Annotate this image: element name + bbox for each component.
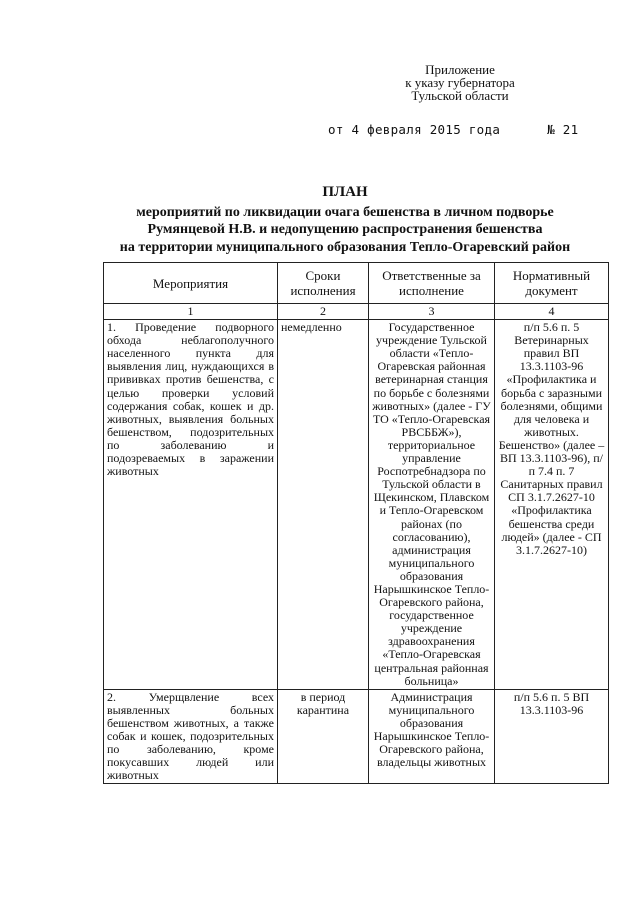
column-number: 3 <box>369 304 495 320</box>
responsible-cell: Государственное учреждение Тульской области «Тепло-Огаревская районная ветеринарная станция по борьбе с болезнями животных» (далее - ГУ ТО «Тепло-Огаревская РВСББЖ»), территориальное управление Роспотребнадзора по Тульской области в Щекинском, Плавском и Тепло-Огаревском районах (по согласованию), администрация муниципального образования Нарышкинское Тепло-Огаревского района, государственное учреждение здравоохранения «Тепло-Огаревская центральная районная больница» <box>369 320 495 690</box>
plan-heading: ПЛАН <box>322 184 368 200</box>
column-number: 2 <box>278 304 369 320</box>
title-line-3: на территории муниципального образования Тепло-Огаревский район <box>119 239 571 255</box>
column-header-document: Нормативный документ <box>495 263 609 304</box>
document-cell: п/п 5.6 п. 5 ВП 13.3.1103-96 <box>495 689 609 784</box>
table-row <box>104 320 609 690</box>
plan-table <box>103 262 609 784</box>
column-number: 1 <box>104 304 278 320</box>
appendix-block <box>385 63 535 102</box>
title-line-2: Румянцевой Н.В. и недопущению распространения бешенства <box>147 222 543 237</box>
column-number: 4 <box>495 304 609 320</box>
table-header-row <box>104 263 609 304</box>
column-number-row <box>104 304 609 320</box>
measure-cell: 2. Умерщвление всех выявленных больных бешенством животных, а также собак и кошек, подозрительных по заболеванию, кроме покусавших людей или животных <box>104 689 278 784</box>
document-cell: п/п 5.6 п. 5 Ветеринарных правил ВП 13.3.1103-96 «Профилактика и борьба с заразными болезнями, общими для человека и животных. Бешенство» (далее – ВП 13.3.1103-96), п/п 7.4 п. 7 Санитарных правил СП 3.1.7.2627-10 «Профилактика бешенства среди людей» (далее - СП 3.1.7.2627-10) <box>495 320 609 690</box>
appendix-region: Тульской области <box>411 88 509 103</box>
column-header-measures: Мероприятия <box>104 263 278 304</box>
appendix-label: Приложение <box>425 62 495 77</box>
order-date-number: от 4 февраля 2015 года № 21 <box>328 122 579 137</box>
title-line-1: мероприятий по ликвидации очага бешенства в личном подворье <box>136 204 554 220</box>
responsible-cell: Администрация муниципального образования Нарышкинское Тепло-Огаревского района, владельцы животных <box>369 689 495 784</box>
deadline-cell: немедленно <box>278 320 369 690</box>
deadline-cell: в период карантина <box>278 689 369 784</box>
column-header-responsible: Ответственные за исполнение <box>369 263 495 304</box>
column-header-deadlines: Сроки исполнения <box>278 263 369 304</box>
table-row <box>104 689 609 784</box>
document-title <box>90 184 600 256</box>
measure-cell: 1. Проведение подворного обхода неблагополучного населенного пункта для выявления лиц, нуждающихся в прививках против бешенства, с целью проверки условий содержания собак, кошек и др. животных, выявления больных бешенством, подозрительных по заболеванию и подозреваемых в заражении животных <box>104 320 278 690</box>
appendix-decree: к указу губернатора <box>405 75 515 90</box>
